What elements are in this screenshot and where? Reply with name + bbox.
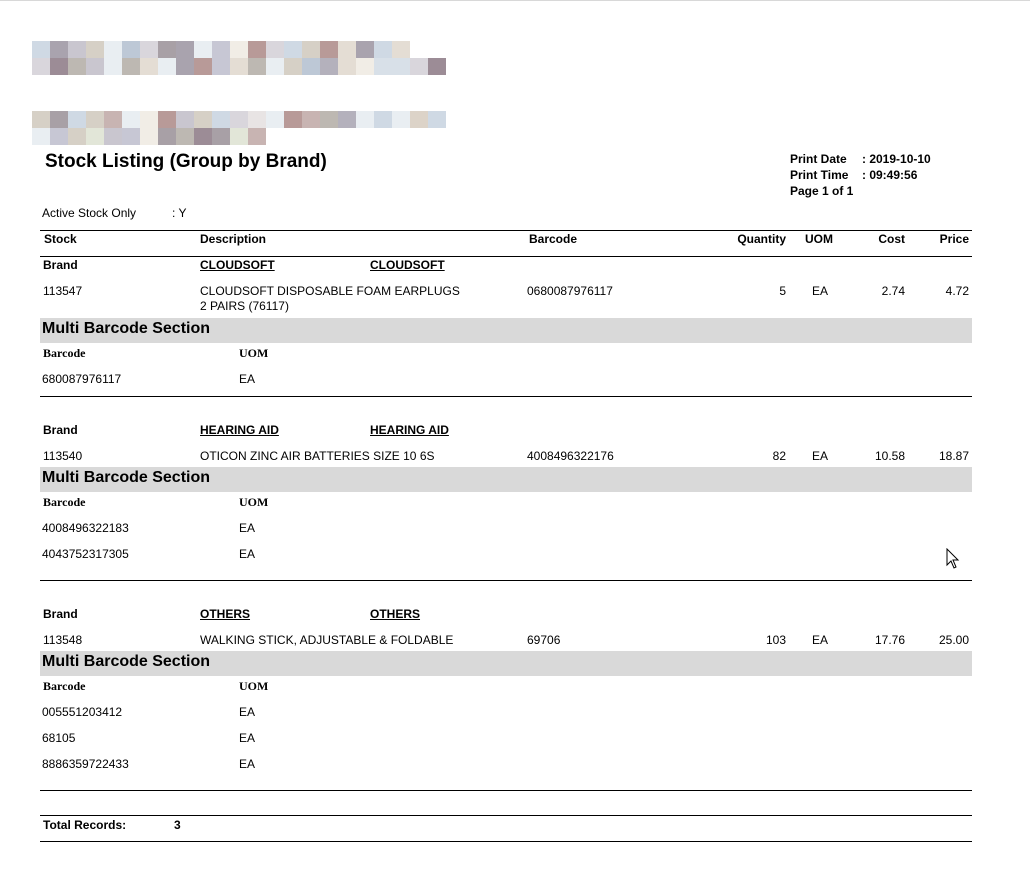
- redaction-pixel: [194, 111, 212, 128]
- multi-barcode-header-barcode: Barcode: [43, 495, 86, 509]
- redaction-pixel: [356, 111, 374, 128]
- redaction-pixel: [50, 58, 68, 75]
- redaction-pixel: [176, 128, 194, 145]
- redaction-pixel: [194, 58, 212, 75]
- multi-barcode-header-uom: UOM: [239, 346, 269, 360]
- redaction-pixel: [266, 111, 284, 128]
- group-end-rule: [40, 396, 972, 397]
- redaction-pixel: [446, 58, 464, 75]
- redaction-pixel: [266, 41, 284, 58]
- group-end-rule: [40, 580, 972, 581]
- redaction-pixel: [374, 128, 392, 145]
- redaction-pixel: [86, 41, 104, 58]
- column-header-price: Price: [939, 232, 969, 246]
- redaction-pixel: [284, 128, 302, 145]
- redaction-pixel: [356, 41, 374, 58]
- redaction-pixel: [176, 58, 194, 75]
- item-description: OTICON ZINC AIR BATTERIES SIZE 10 6S: [200, 449, 435, 463]
- redaction-pixel: [464, 58, 482, 75]
- redaction-pixel: [32, 111, 50, 128]
- redaction-pixel: [302, 128, 320, 145]
- item-barcode: 0680087976117: [527, 284, 613, 298]
- redaction-pixel: [32, 41, 50, 58]
- redaction-pixel: [122, 111, 140, 128]
- redaction-pixel: [446, 41, 464, 58]
- item-uom: EA: [812, 449, 829, 463]
- total-bottom-rule: [40, 841, 972, 842]
- redaction-pixel: [338, 41, 356, 58]
- redaction-pixel: [86, 58, 104, 75]
- brand-name: OTHERS: [370, 607, 421, 621]
- item-description: WALKING STICK, ADJUSTABLE & FOLDABLE: [200, 633, 454, 647]
- multi-barcode-section-title: Multi Barcode Section: [42, 320, 211, 337]
- redaction-pixel: [68, 128, 86, 145]
- redaction-pixel: [428, 41, 446, 58]
- redaction-pixel: [392, 58, 410, 75]
- redaction-pixel: [158, 111, 176, 128]
- item-cost: 2.74: [881, 284, 905, 298]
- multi-barcode-uom: EA: [239, 547, 256, 561]
- footer-top-rule: [40, 790, 972, 791]
- redaction-pixel: [410, 58, 428, 75]
- total-records-label: Total Records:: [43, 818, 127, 832]
- page-number: Page 1 of 1: [790, 184, 854, 198]
- item-price: 18.87: [938, 449, 969, 463]
- redaction-pixel: [230, 111, 248, 128]
- redaction-pixel: [122, 128, 140, 145]
- redaction-pixel: [248, 41, 266, 58]
- multi-barcode-header-uom: UOM: [239, 679, 269, 693]
- item-quantity: 5: [779, 284, 786, 298]
- redaction-pixel: [140, 41, 158, 58]
- redaction-pixel: [32, 128, 50, 145]
- multi-barcode-header-barcode: Barcode: [43, 346, 86, 360]
- redaction-pixel: [122, 41, 140, 58]
- redaction-pixel: [230, 58, 248, 75]
- redaction-pixel: [284, 41, 302, 58]
- brand-name: HEARING AID: [370, 423, 449, 437]
- redaction-pixel: [86, 111, 104, 128]
- redaction-pixel: [374, 41, 392, 58]
- redaction-pixel: [428, 58, 446, 75]
- redaction-pixel: [158, 58, 176, 75]
- redaction-pixel: [374, 58, 392, 75]
- item-quantity: 82: [772, 449, 786, 463]
- window-top-border: [0, 0, 1030, 1]
- redaction-pixel: [428, 111, 446, 128]
- print-date-label: Print Date: [790, 152, 847, 166]
- redaction-pixel: [410, 41, 428, 58]
- item-uom: EA: [812, 284, 829, 298]
- redaction-pixel: [176, 111, 194, 128]
- mouse-pointer-icon: [946, 548, 960, 570]
- redaction-pixel: [140, 58, 158, 75]
- redaction-pixel: [230, 41, 248, 58]
- column-header-uom: UOM: [805, 232, 833, 246]
- redaction-pixel: [248, 111, 266, 128]
- item-cost: 17.76: [874, 633, 905, 647]
- stock-code: 113547: [43, 284, 83, 298]
- column-header-quantity: Quantity: [737, 232, 786, 246]
- item-barcode: 69706: [527, 633, 561, 647]
- redaction-pixel: [320, 58, 338, 75]
- redaction-pixel: [428, 128, 446, 145]
- report-title: Stock Listing (Group by Brand): [45, 151, 327, 172]
- redaction-pixel: [230, 128, 248, 145]
- item-description-line2: 2 PAIRS (76117): [200, 299, 289, 313]
- redaction-pixel: [410, 128, 428, 145]
- multi-barcode-uom: EA: [239, 521, 256, 535]
- redaction-pixel: [68, 111, 86, 128]
- item-cost: 10.58: [874, 449, 905, 463]
- redaction-pixel: [266, 58, 284, 75]
- redacted-company-name: [32, 41, 500, 75]
- total-top-rule: [40, 815, 972, 816]
- table-header-bottom-rule: [40, 256, 972, 257]
- redaction-pixel: [464, 41, 482, 58]
- column-header-stock: Stock: [44, 232, 77, 246]
- brand-label: Brand: [43, 423, 78, 437]
- multi-barcode-value: 4043752317305: [42, 547, 129, 561]
- item-uom: EA: [812, 633, 829, 647]
- print-time: [790, 167, 917, 183]
- redaction-pixel: [266, 128, 284, 145]
- brand-code: HEARING AID: [200, 423, 279, 437]
- multi-barcode-uom: EA: [239, 731, 256, 745]
- total-records-value: 3: [174, 818, 181, 832]
- item-price: 25.00: [938, 633, 969, 647]
- redaction-pixel: [104, 41, 122, 58]
- redaction-pixel: [68, 58, 86, 75]
- redaction-pixel: [212, 41, 230, 58]
- redaction-pixel: [104, 58, 122, 75]
- redaction-pixel: [176, 41, 194, 58]
- redaction-pixel: [104, 111, 122, 128]
- redaction-pixel: [158, 128, 176, 145]
- redaction-pixel: [482, 58, 500, 75]
- redaction-pixel: [356, 58, 374, 75]
- redaction-pixel: [374, 111, 392, 128]
- column-header-barcode: Barcode: [529, 232, 578, 246]
- multi-barcode-uom: EA: [239, 372, 256, 386]
- redaction-pixel: [212, 111, 230, 128]
- redaction-pixel: [86, 128, 104, 145]
- redaction-pixel: [248, 58, 266, 75]
- redaction-pixel: [50, 128, 68, 145]
- redaction-pixel: [122, 58, 140, 75]
- multi-barcode-value: 8886359722433: [42, 757, 129, 771]
- print-time-value: : 09:49:56: [862, 168, 918, 182]
- redaction-pixel: [212, 58, 230, 75]
- multi-barcode-value: 68105: [42, 731, 76, 745]
- redaction-pixel: [392, 128, 410, 145]
- redaction-pixel: [284, 111, 302, 128]
- redaction-pixel: [302, 58, 320, 75]
- filter-label: Active Stock Only: [42, 206, 137, 220]
- redaction-pixel: [320, 111, 338, 128]
- redaction-pixel: [32, 58, 50, 75]
- multi-barcode-header-uom: UOM: [239, 495, 269, 509]
- redaction-pixel: [482, 41, 500, 58]
- brand-name: CLOUDSOFT: [370, 258, 445, 272]
- column-header-description: Description: [200, 232, 267, 246]
- item-price: 4.72: [945, 284, 969, 298]
- brand-label: Brand: [43, 607, 78, 621]
- redaction-pixel: [104, 128, 122, 145]
- redaction-pixel: [158, 41, 176, 58]
- table-header-top-rule: [40, 230, 972, 231]
- redaction-pixel: [320, 41, 338, 58]
- brand-code: OTHERS: [200, 607, 251, 621]
- multi-barcode-header-barcode: Barcode: [43, 679, 86, 693]
- redaction-pixel: [338, 111, 356, 128]
- redaction-pixel: [392, 41, 410, 58]
- stock-code: 113540: [43, 449, 83, 463]
- redaction-pixel: [212, 128, 230, 145]
- item-barcode: 4008496322176: [527, 449, 614, 463]
- redaction-pixel: [392, 111, 410, 128]
- redaction-pixel: [356, 128, 374, 145]
- item-description: CLOUDSOFT DISPOSABLE FOAM EARPLUGS: [200, 284, 460, 298]
- redaction-pixel: [50, 41, 68, 58]
- redaction-pixel: [410, 111, 428, 128]
- redaction-pixel: [194, 41, 212, 58]
- redacted-company-address: [32, 111, 446, 145]
- print-date-value: : 2019-10-10: [862, 152, 931, 166]
- brand-label: Brand: [43, 258, 78, 272]
- filter-value: : Y: [172, 206, 187, 220]
- item-quantity: 103: [765, 633, 786, 647]
- redaction-pixel: [140, 111, 158, 128]
- column-header-cost: Cost: [878, 232, 905, 246]
- redaction-pixel: [302, 111, 320, 128]
- redaction-pixel: [140, 128, 158, 145]
- stock-code: 113548: [43, 633, 83, 647]
- print-date: [790, 151, 931, 167]
- redaction-pixel: [338, 58, 356, 75]
- redaction-pixel: [248, 128, 266, 145]
- filter-active-stock: [42, 206, 186, 220]
- multi-barcode-section-title: Multi Barcode Section: [42, 653, 211, 670]
- brand-code: CLOUDSOFT: [200, 258, 275, 272]
- multi-barcode-uom: EA: [239, 705, 256, 719]
- redaction-pixel: [284, 58, 302, 75]
- print-time-label: Print Time: [790, 168, 849, 182]
- redaction-pixel: [302, 41, 320, 58]
- redaction-pixel: [338, 128, 356, 145]
- multi-barcode-value: 680087976117: [42, 372, 122, 386]
- redaction-pixel: [194, 128, 212, 145]
- multi-barcode-uom: EA: [239, 757, 256, 771]
- redaction-pixel: [68, 41, 86, 58]
- redaction-pixel: [50, 111, 68, 128]
- multi-barcode-value: 4008496322183: [42, 521, 129, 535]
- multi-barcode-value: 005551203412: [42, 705, 123, 719]
- multi-barcode-section-title: Multi Barcode Section: [42, 469, 211, 486]
- redaction-pixel: [320, 128, 338, 145]
